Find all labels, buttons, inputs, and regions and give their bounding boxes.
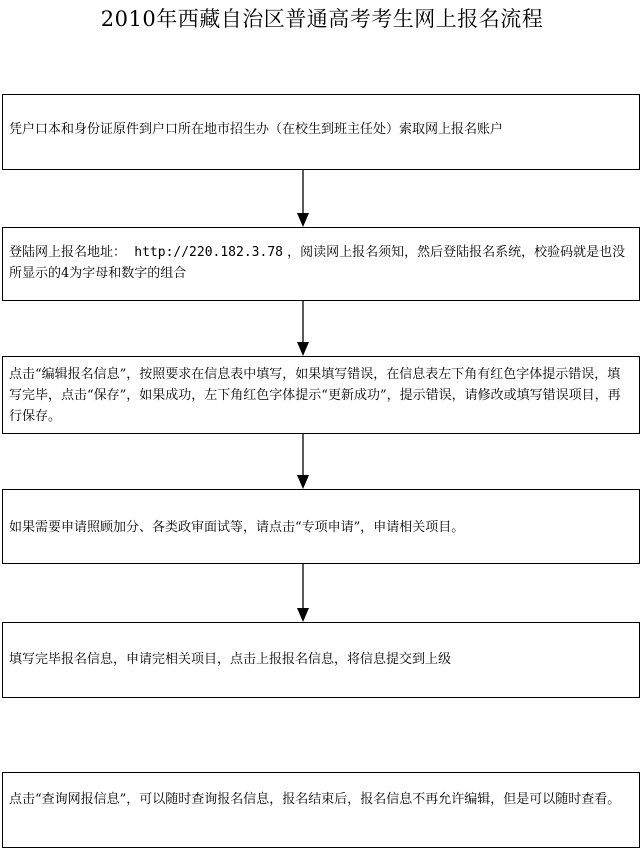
step-2-text-before: 登陆网上报名地址：: [9, 245, 135, 260]
arrow-3-to-4: [297, 434, 309, 489]
step-box-6: [2, 772, 640, 848]
step-1-text: 凭户口本和身份证原件到户口所在地市招生办（在校生到班主任处）索取网上报名账户: [9, 122, 504, 137]
step-box-2: [2, 227, 640, 301]
arrow-1-to-2: [297, 170, 309, 227]
step-3-text: 点击“编辑报名信息”，按照要求在信息表中填写，如果填写错误，在信息表左下角有红色字体提示错误，填写完毕，点击“保存”，如果成功，左下角红色字体提示“更新成功”，提示错误，请修改或填写错误项目，再行保存。: [9, 367, 621, 424]
page-title: 2010年西藏自治区普通高考考生网上报名流程: [100, 7, 544, 31]
step-box-4: [2, 489, 640, 564]
registration-url-link[interactable]: http://220.182.3.78: [134, 245, 283, 260]
step-5-text: 填写完毕报名信息，申请完相关项目，点击上报报名信息，将信息提交到上级: [9, 652, 452, 667]
step-box-5: [2, 622, 640, 698]
step-box-1: [2, 94, 640, 170]
step-4-text: 如果需要申请照顾加分、各类政审面试等，请点击“专项申请”，申请相关项目。: [9, 520, 465, 535]
arrow-4-to-5: [297, 564, 309, 622]
step-6-text: 点击“查询网报信息”，可以随时查询报名信息，报名结束后，报名信息不再允许编辑，但是可以随时查看。: [9, 792, 621, 807]
step-2-text-after: ，阅读网上报名须知，然后登陆报名系统，校验码就是也没所显示的4为字母和数字的组合: [9, 245, 626, 281]
arrow-2-to-3: [297, 301, 309, 356]
step-2-text: [9, 242, 633, 284]
step-box-3: [2, 356, 640, 434]
